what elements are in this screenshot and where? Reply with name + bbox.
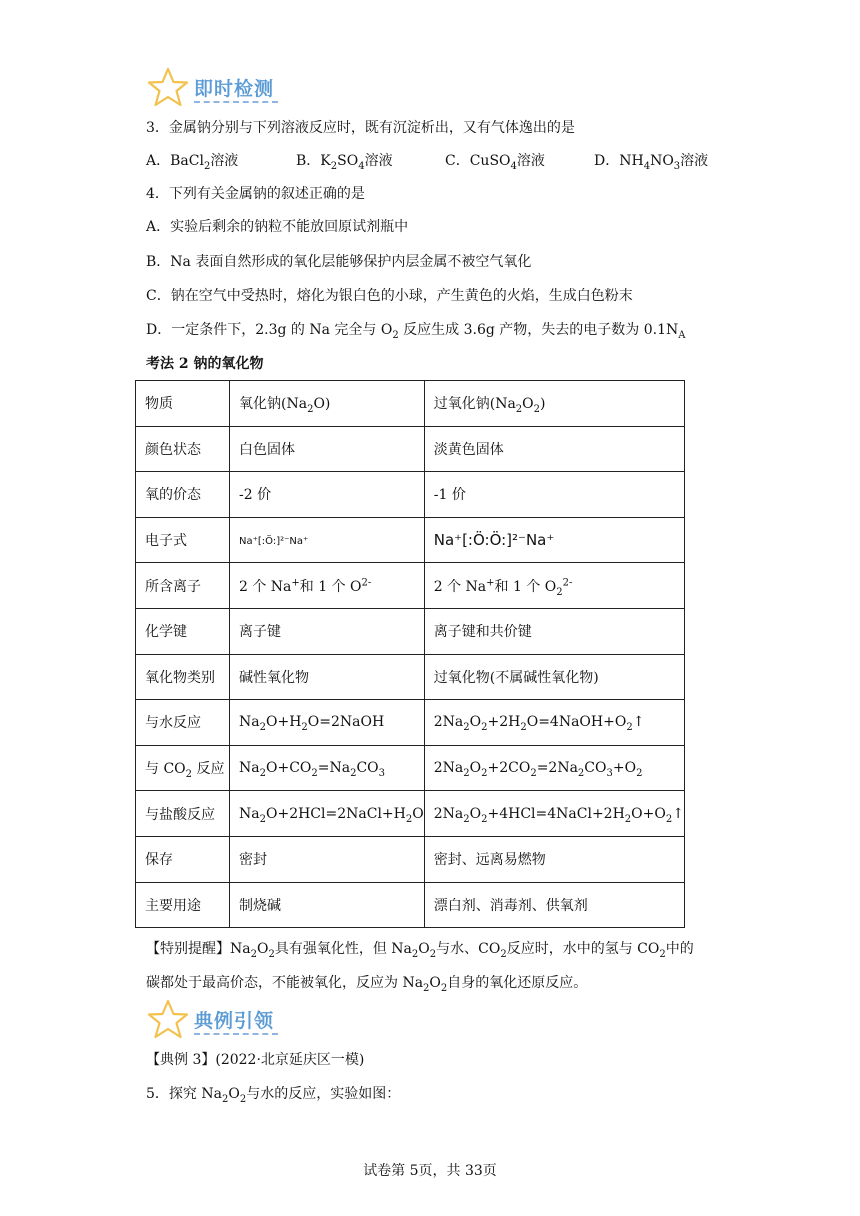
table-cell: $2Na_2O_2+2CO_2=2Na_2CO_3+O_2$: [424, 745, 684, 791]
table-cell: 氧化物类别: [136, 654, 230, 700]
table-row: [136, 563, 685, 609]
table-cell: $Na_2O+H_2O=2NaOH$: [230, 700, 425, 746]
table-cell: $2Na_2O_2+2H_2O=4NaOH+O_2↑$: [424, 700, 684, 746]
table-cell: 制烧碱: [230, 882, 425, 928]
electron-formula-na2o: Na⁺[:Ö:]²⁻Na⁺: [230, 517, 425, 563]
table-cell: 2 个 Na+和 1 个 $O^{2-}$: [230, 563, 425, 609]
table-cell: -1 价: [424, 472, 684, 518]
page-footer: 试卷第 5页，共 33页: [363, 1163, 497, 1179]
star-icon: [146, 66, 190, 108]
table-cell: -2 价: [230, 472, 425, 518]
table-cell: 氧的价态: [136, 472, 230, 518]
question-3-option-d: D．$NH_4NO_3$溶液: [594, 153, 709, 172]
question-4-option-a: A．实验后剩余的钠粒不能放回原试剂瓶中: [146, 219, 409, 235]
table-row: [136, 608, 685, 654]
example-label: 【典例 3】(2022·北京延庆区一模): [146, 1052, 365, 1068]
sodium-oxides-table: [135, 380, 685, 928]
table-cell: 过氧化钠$(Na_2O_2)$: [424, 381, 684, 427]
section-title: 考法 2 钠的氧化物: [146, 356, 264, 372]
question-3-stem: 3．金属钠分别与下列溶液反应时，既有沉淀析出，又有气体逸出的是: [146, 120, 575, 136]
table-cell: 密封、远离易燃物: [424, 836, 684, 882]
table-cell: 物质: [136, 381, 230, 427]
table-row: [136, 791, 685, 837]
table-cell: 漂白剂、消毒剂、供氧剂: [424, 882, 684, 928]
banner-title: 即时检测: [194, 78, 275, 100]
table-cell: 与盐酸反应: [136, 791, 230, 837]
table-cell: 颜色状态: [136, 426, 230, 472]
table-row: [136, 381, 685, 427]
table-cell: 与水反应: [136, 700, 230, 746]
table-cell: 碱性氧化物: [230, 654, 425, 700]
table-cell: 密封: [230, 836, 425, 882]
table-cell: 主要用途: [136, 882, 230, 928]
table-row: [136, 700, 685, 746]
question-3-option-b: B．$K_2SO_4$溶液: [296, 153, 393, 172]
table-cell: 所含离子: [136, 563, 230, 609]
question-3-option-a: A．BaCl$_2$溶液: [146, 153, 239, 172]
table-cell: 离子键: [230, 608, 425, 654]
table-cell: 化学键: [136, 608, 230, 654]
electron-formula-na2o2: Na⁺[:Ö:Ö:]²⁻Na⁺: [424, 517, 684, 563]
table-cell: 与 $CO_2$ 反应: [136, 745, 230, 791]
table-row: [136, 654, 685, 700]
question-4-option-c: C．钠在空气中受热时，熔化为银白色的小球，产生黄色的火焰，生成白色粉末: [146, 288, 633, 304]
table-row: [136, 472, 685, 518]
question-4-option-b: B．Na 表面自然形成的氧化层能够保护内层金属不被空气氧化: [146, 254, 532, 270]
table-cell: $Na_2O+2HCl=2NaCl+H_2O$: [230, 791, 425, 837]
table-row: [136, 517, 685, 563]
table-cell: 保存: [136, 836, 230, 882]
question-5-stem: 5．探究 $Na_2O_2$与水的反应，实验如图：: [146, 1086, 401, 1105]
table-row: [136, 745, 685, 791]
question-3-option-c: C．CuSO$_4$溶液: [445, 153, 545, 172]
banner-underline: [194, 1033, 278, 1035]
table-cell: 白色固体: [230, 426, 425, 472]
table-cell: 电子式: [136, 517, 230, 563]
table-cell: 氧化钠$(Na_2O)$: [230, 381, 425, 427]
table-cell: 离子键和共价键: [424, 608, 684, 654]
table-cell: $Na_2O+CO_2=Na_2CO_3$: [230, 745, 425, 791]
table-row: [136, 426, 685, 472]
special-note-line-1: 【特别提醒】$Na_2O_2$具有强氧化性，但 $Na_2O_2$与水、$CO_2$反应时，水中的氢与 $CO_2$中的: [146, 941, 694, 960]
question-4-stem: 4．下列有关金属钠的叙述正确的是: [146, 186, 365, 202]
banner-underline: [194, 101, 278, 103]
star-icon: [146, 998, 190, 1040]
table-row: [136, 836, 685, 882]
table-row: [136, 882, 685, 928]
table-cell: 过氧化物(不属碱性氧化物): [424, 654, 684, 700]
banner-title: 典例引领: [194, 1010, 275, 1032]
table-cell: 2 个 Na+和 1 个 $O_2^{2-}$: [424, 563, 684, 609]
special-note-line-2: 碳都处于最高价态，不能被氧化，反应为 $Na_2O_2$自身的氧化还原反应。: [146, 975, 588, 994]
table-cell: 淡黄色固体: [424, 426, 684, 472]
question-4-option-d: D．一定条件下，2.3g 的 Na 完全与 $O_2$ 反应生成 3.6g 产物，失去的电子数为 $0.1N_A$: [146, 322, 686, 341]
table-cell: $2Na_2O_2+4HCl=4NaCl+2H_2O+O_2↑$: [424, 791, 684, 837]
